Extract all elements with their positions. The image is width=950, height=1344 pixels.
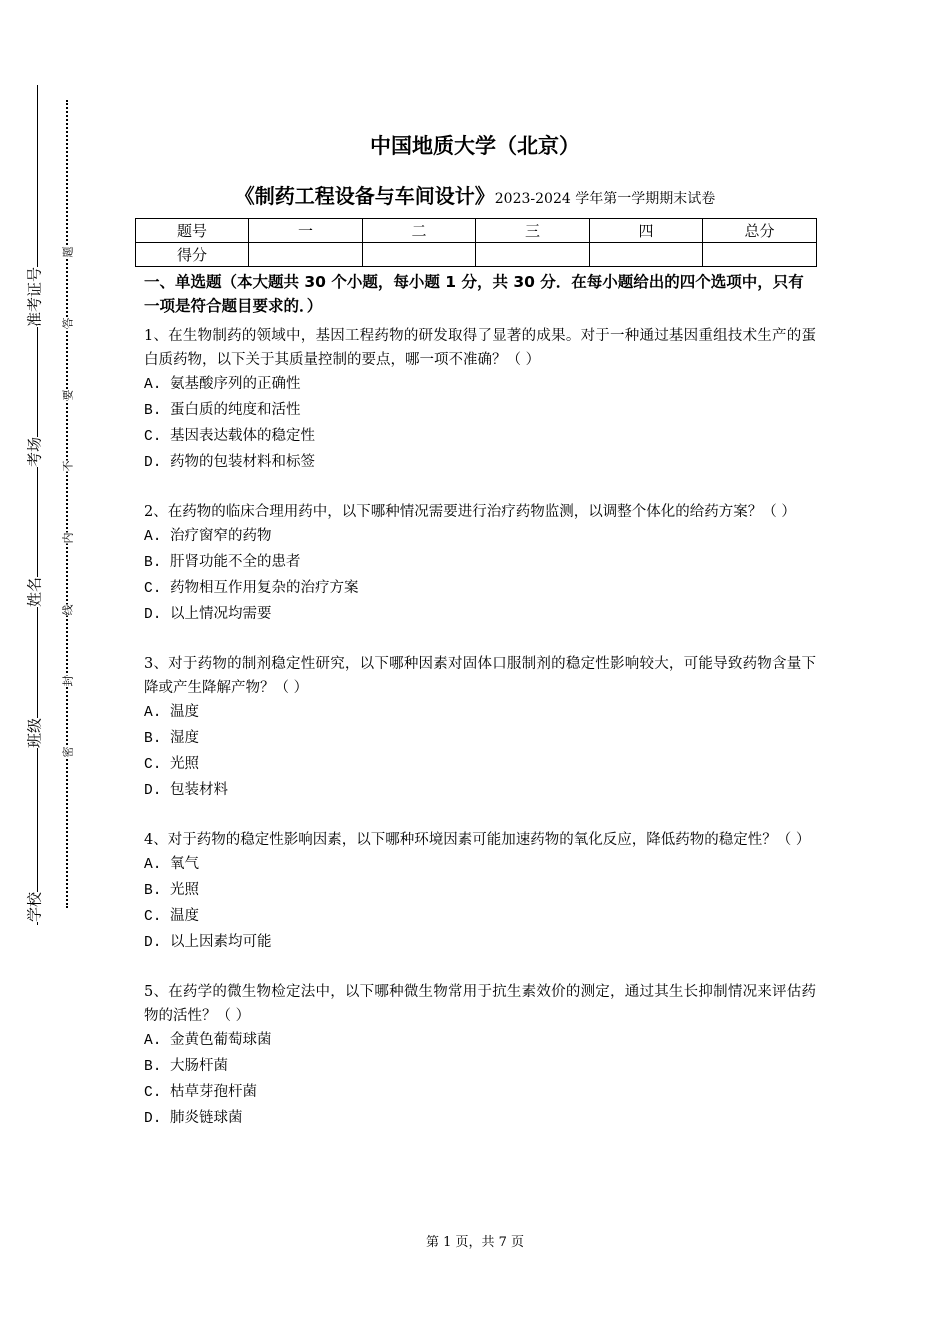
- question-3: [144, 652, 816, 804]
- option-text: 以上情况均需要: [170, 606, 272, 622]
- field-label-exam-number: 准考证号: [22, 267, 47, 327]
- option-text: 湿度: [170, 730, 199, 746]
- option-letter: D.: [144, 783, 162, 799]
- option-b: [144, 550, 816, 576]
- option-a: [144, 1028, 816, 1054]
- option-letter: D.: [144, 1111, 162, 1127]
- option-text: 肝肾功能不全的患者: [170, 554, 301, 570]
- course-title: 《制药工程设备与车间设计》: [234, 184, 495, 208]
- option-text: 药物相互作用复杂的治疗方案: [170, 580, 359, 596]
- option-letter: B.: [144, 403, 162, 419]
- seal-dotted-line: [66, 100, 68, 908]
- seal-char: 密: [61, 746, 75, 758]
- option-letter: D.: [144, 935, 162, 951]
- option-text: 枯草芽孢杆菌: [170, 1084, 257, 1100]
- seal-char: 内: [61, 532, 75, 544]
- option-text: 肺炎链球菌: [170, 1110, 243, 1126]
- option-letter: A.: [144, 377, 162, 393]
- option-a: [144, 700, 816, 726]
- option-letter: A.: [144, 1033, 162, 1049]
- option-c: [144, 752, 816, 778]
- option-letter: B.: [144, 555, 162, 571]
- score-table-cell: 总分: [703, 219, 817, 243]
- option-letter: C.: [144, 581, 162, 597]
- option-text: 温度: [170, 704, 199, 720]
- seal-char: 线: [61, 604, 75, 616]
- option-text: 氨基酸序列的正确性: [170, 376, 301, 392]
- option-b: [144, 878, 816, 904]
- option-text: 包装材料: [170, 782, 228, 798]
- question-stem: 3、对于药物的制剂稳定性研究，以下哪种因素对固体口服制剂的稳定性影响较大，可能导致药物含量下降或产生降解产物？（ ）: [144, 656, 816, 696]
- option-d: [144, 778, 816, 804]
- score-table-cell: [476, 243, 590, 267]
- option-a: [144, 372, 816, 398]
- question-2: [144, 500, 816, 628]
- score-table-cell: 一: [249, 219, 363, 243]
- page-footer: 第 1 页，共 7 页: [425, 1235, 525, 1250]
- score-table-cell: 四: [590, 219, 703, 243]
- option-letter: A.: [144, 857, 162, 873]
- question-4: [144, 828, 816, 956]
- option-text: 光照: [170, 882, 199, 898]
- option-b: [144, 726, 816, 752]
- score-table-cell: [249, 243, 363, 267]
- question-5: [144, 980, 816, 1132]
- binding-solid-line: [37, 85, 38, 925]
- option-letter: C.: [144, 757, 162, 773]
- question-stem: 5、在药学的微生物检定法中，以下哪种微生物常用于抗生素效价的测定，通过其生长抑制情况来评估药物的活性？（ ）: [144, 984, 816, 1024]
- exam-content: [144, 270, 816, 1132]
- option-text: 药物的包装材料和标签: [170, 454, 315, 470]
- option-text: 氧气: [170, 856, 199, 872]
- score-table-cell: 二: [363, 219, 476, 243]
- option-a: [144, 524, 816, 550]
- option-letter: B.: [144, 731, 162, 747]
- score-table-cell: 三: [476, 219, 590, 243]
- option-text: 温度: [170, 908, 199, 924]
- field-label-school: 学校: [22, 892, 47, 922]
- option-c: [144, 424, 816, 450]
- exam-title: [0, 180, 950, 209]
- university-title: 中国地质大学（北京）: [370, 134, 580, 158]
- option-d: [144, 450, 816, 476]
- option-text: 以上因素均可能: [170, 934, 272, 950]
- section-heading: 一、单选题（本大题共 30 个小题，每小题 1 分，共 30 分．在每小题给出的四个选项中，只有一项是符合题目要求的．）: [144, 273, 804, 315]
- option-d: [144, 930, 816, 956]
- option-text: 金黄色葡萄球菌: [170, 1032, 272, 1048]
- option-letter: B.: [144, 883, 162, 899]
- seal-char: 答: [61, 317, 75, 329]
- option-text: 基因表达载体的稳定性: [170, 428, 315, 444]
- option-c: [144, 904, 816, 930]
- score-table-score-row: [136, 243, 817, 267]
- option-letter: C.: [144, 909, 162, 925]
- option-d: [144, 602, 816, 628]
- score-table-header-row: [136, 219, 817, 243]
- field-label-name: 姓名: [22, 577, 47, 607]
- option-b: [144, 398, 816, 424]
- score-table: [135, 218, 817, 267]
- score-table-cell: [590, 243, 703, 267]
- option-letter: A.: [144, 705, 162, 721]
- option-a: [144, 852, 816, 878]
- option-letter: B.: [144, 1059, 162, 1075]
- score-table-cell: [703, 243, 817, 267]
- question-1: [144, 324, 816, 476]
- option-letter: C.: [144, 429, 162, 445]
- seal-char: 不: [61, 460, 75, 472]
- option-letter: A.: [144, 529, 162, 545]
- option-b: [144, 1054, 816, 1080]
- field-label-exam-room: 考场: [22, 437, 47, 467]
- option-text: 治疗窗窄的药物: [170, 528, 272, 544]
- seal-char: 封: [61, 675, 75, 687]
- seal-char: 要: [61, 389, 75, 401]
- option-c: [144, 1080, 816, 1106]
- exam-term: 2023-2024 学年第一学期期末试卷: [494, 191, 716, 207]
- question-stem: 1、在生物制药的领域中，基因工程药物的研发取得了显著的成果。对于一种通过基因重组技术生产的蛋白质药物，以下关于其质量控制的要点，哪一项不准确？（ ）: [144, 328, 816, 368]
- option-text: 大肠杆菌: [170, 1058, 228, 1074]
- option-text: 光照: [170, 756, 199, 772]
- option-letter: D.: [144, 607, 162, 623]
- option-c: [144, 576, 816, 602]
- option-text: 蛋白质的纯度和活性: [170, 402, 301, 418]
- option-letter: C.: [144, 1085, 162, 1101]
- field-label-class: 班级: [22, 718, 47, 748]
- seal-char: 题: [61, 246, 75, 258]
- score-table-cell: 题号: [136, 219, 249, 243]
- question-stem: 2、在药物的临床合理用药中，以下哪种情况需要进行治疗药物监测，以调整个体化的给药方案？（ ）: [144, 504, 796, 520]
- score-table-cell: [363, 243, 476, 267]
- question-stem: 4、对于药物的稳定性影响因素，以下哪种环境因素可能加速药物的氧化反应，降低药物的稳定性？（ ）: [144, 832, 811, 848]
- score-table-cell: 得分: [136, 243, 249, 267]
- option-d: [144, 1106, 816, 1132]
- option-letter: D.: [144, 455, 162, 471]
